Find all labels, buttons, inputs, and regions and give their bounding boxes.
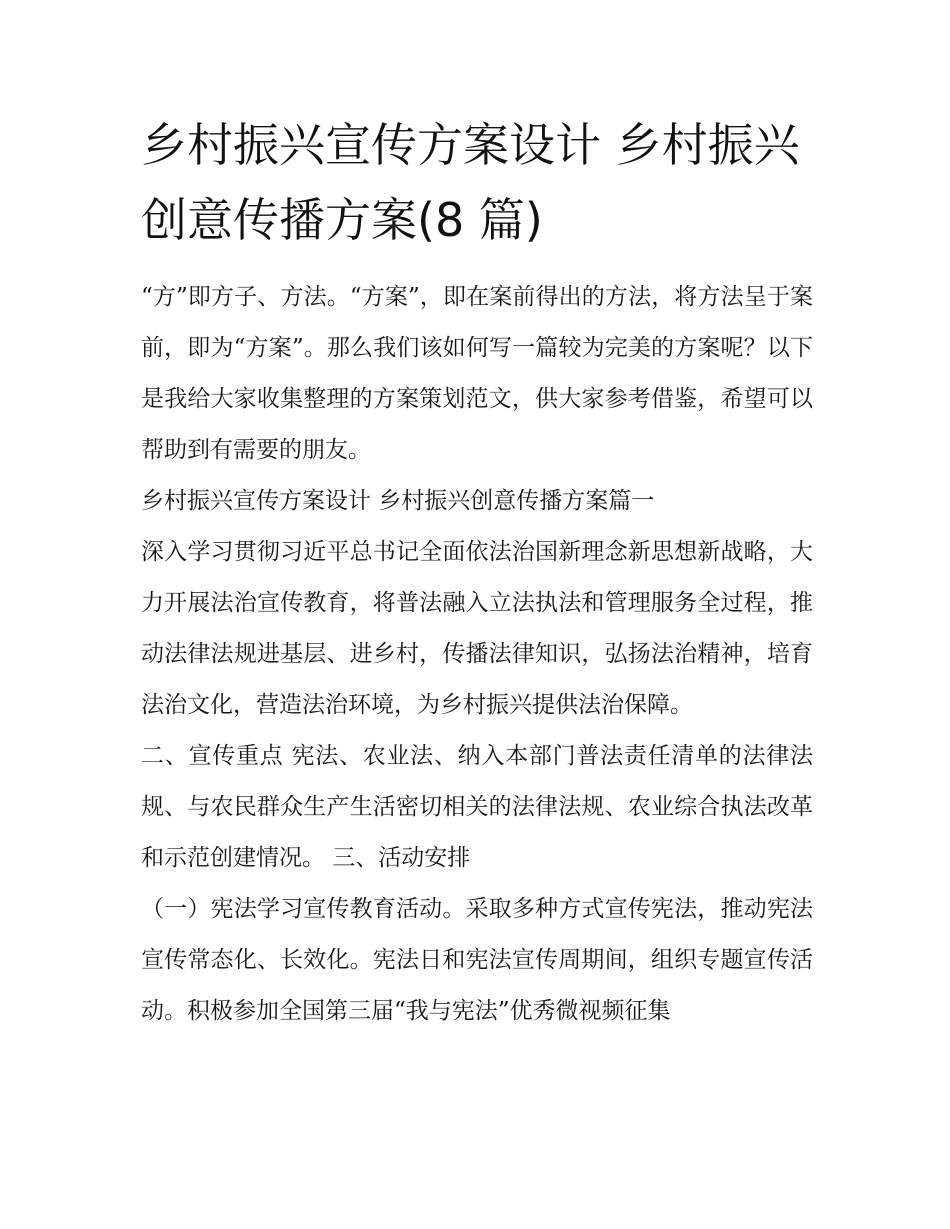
body-paragraph: 深入学习贯彻习近平总书记全面依法治国新理念新思想新战略，大力开展法治宣传教育，将普法融入立法执法和管理服务全过程，推动法律法规进基层、进乡村，传播法律知识，弘扬法治精神，培育法治文化，营造法治环境，为乡村振兴提供法治保障。 [141,539,813,718]
intro-paragraph: “方”即方子、方法。“方案”，即在案前得出的方法，将方法呈于案前，即为“方案”。那么我们该如何写一篇较为完美的方案呢？以下是我给大家收集整理的方案策划范文，供大家参考借鉴，希望可以帮助到有需要的朋友。 [141,284,813,463]
body-paragraph: 二、宣传重点 宪法、农业法、纳入本部门普法责任清单的法律法规、与农民群众生产生活密切相关的法律法规、农业综合执法改革和示范创建情况。 三、活动安排 [141,743,813,871]
document-title: 乡村振兴宣传方案设计 乡村振兴创意传播方案(8 篇) [141,118,800,247]
document-body [141,108,813,1037]
body-paragraph: （一）宪法学习宣传教育活动。采取多种方式宣传宪法，推动宪法宣传常态化、长效化。宪法日和宪法宣传周期间，组织专题宣传活动。积极参加全国第三届“我与宪法”优秀微视频征集 [141,896,813,1024]
section-heading: 乡村振兴宣传方案设计 乡村振兴创意传播方案篇一 [141,488,655,514]
